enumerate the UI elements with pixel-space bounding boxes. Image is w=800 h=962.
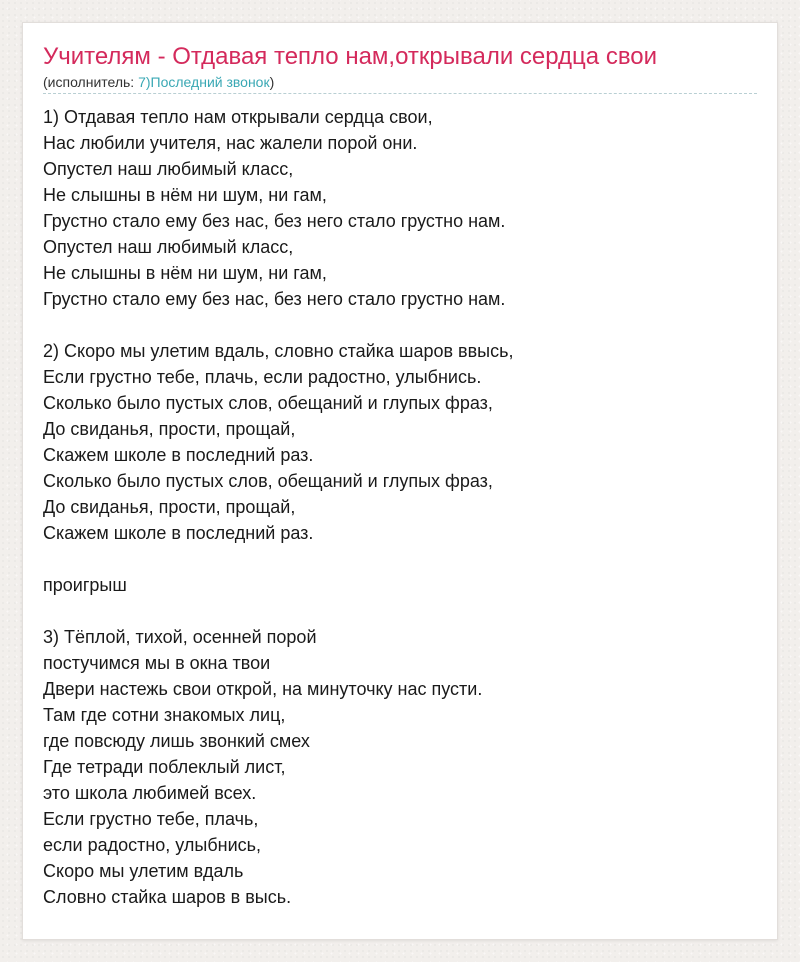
lyrics-line: Не слышны в нём ни шум, ни гам,: [43, 263, 327, 283]
title-divider: [43, 93, 757, 94]
lyrics-card: [22, 22, 778, 940]
lyrics-line: Опустел наш любимый класс,: [43, 159, 294, 179]
lyrics-line: постучимся мы в окна твои: [43, 653, 271, 673]
lyrics-line: если радостно, улыбнись,: [43, 835, 262, 855]
artist-line: [43, 73, 274, 91]
lyrics-line: До свиданья, прости, прощай,: [43, 419, 296, 439]
lyrics-line: Не слышны в нём ни шум, ни гам,: [43, 185, 327, 205]
lyrics-blank-line: [43, 312, 743, 338]
lyrics-body: [43, 104, 743, 910]
lyrics-line: Сколько было пустых слов, обещаний и глупых фраз,: [43, 393, 493, 413]
lyrics-line: Опустел наш любимый класс,: [43, 237, 294, 257]
lyrics-line: где повсюду лишь звонкий смех: [43, 731, 310, 751]
lyrics-line: Нас любили учителя, нас жалели порой они.: [43, 133, 418, 153]
lyrics-line: Если грустно тебе, плачь, если радостно, улыбнись.: [43, 367, 482, 387]
lyrics-line: Скоро мы улетим вдаль: [43, 861, 244, 881]
lyrics-line: Там где сотни знакомых лиц,: [43, 705, 286, 725]
lyrics-line: Грустно стало ему без нас, без него стало грустно нам.: [43, 211, 506, 231]
lyrics-line: Сколько было пустых слов, обещаний и глупых фраз,: [43, 471, 493, 491]
lyrics-line: 2) Скоро мы улетим вдаль, словно стайка шаров ввысь,: [43, 341, 514, 361]
lyrics-line: Где тетради поблеклый лист,: [43, 757, 286, 777]
lyrics-line: 3) Тёплой, тихой, осенней порой: [43, 627, 317, 647]
lyrics-line: Двери настежь свои открой, на минуточку нас пусти.: [43, 679, 483, 699]
lyrics-line: Грустно стало ему без нас, без него стало грустно нам.: [43, 289, 506, 309]
lyrics-line: проигрыш: [43, 575, 127, 595]
song-title: Учителям - Отдавая тепло нам,открывали сердца свои: [43, 43, 658, 70]
artist-suffix: ): [269, 74, 275, 90]
lyrics-blank-line: [43, 546, 743, 572]
artist-prefix: (исполнитель:: [43, 74, 139, 90]
lyrics-line: 1) Отдавая тепло нам открывали сердца свои,: [43, 107, 433, 127]
lyrics-line: До свиданья, прости, прощай,: [43, 497, 296, 517]
lyrics-line: Скажем школе в последний раз.: [43, 445, 314, 465]
artist-link[interactable]: 7)Последний звонок: [138, 74, 270, 90]
lyrics-line: это школа любимей всех.: [43, 783, 257, 803]
lyrics-line: Если грустно тебе, плачь,: [43, 809, 259, 829]
lyrics-line: Словно стайка шаров в высь.: [43, 887, 292, 907]
lyrics-blank-line: [43, 598, 743, 624]
lyrics-line: Скажем школе в последний раз.: [43, 523, 314, 543]
